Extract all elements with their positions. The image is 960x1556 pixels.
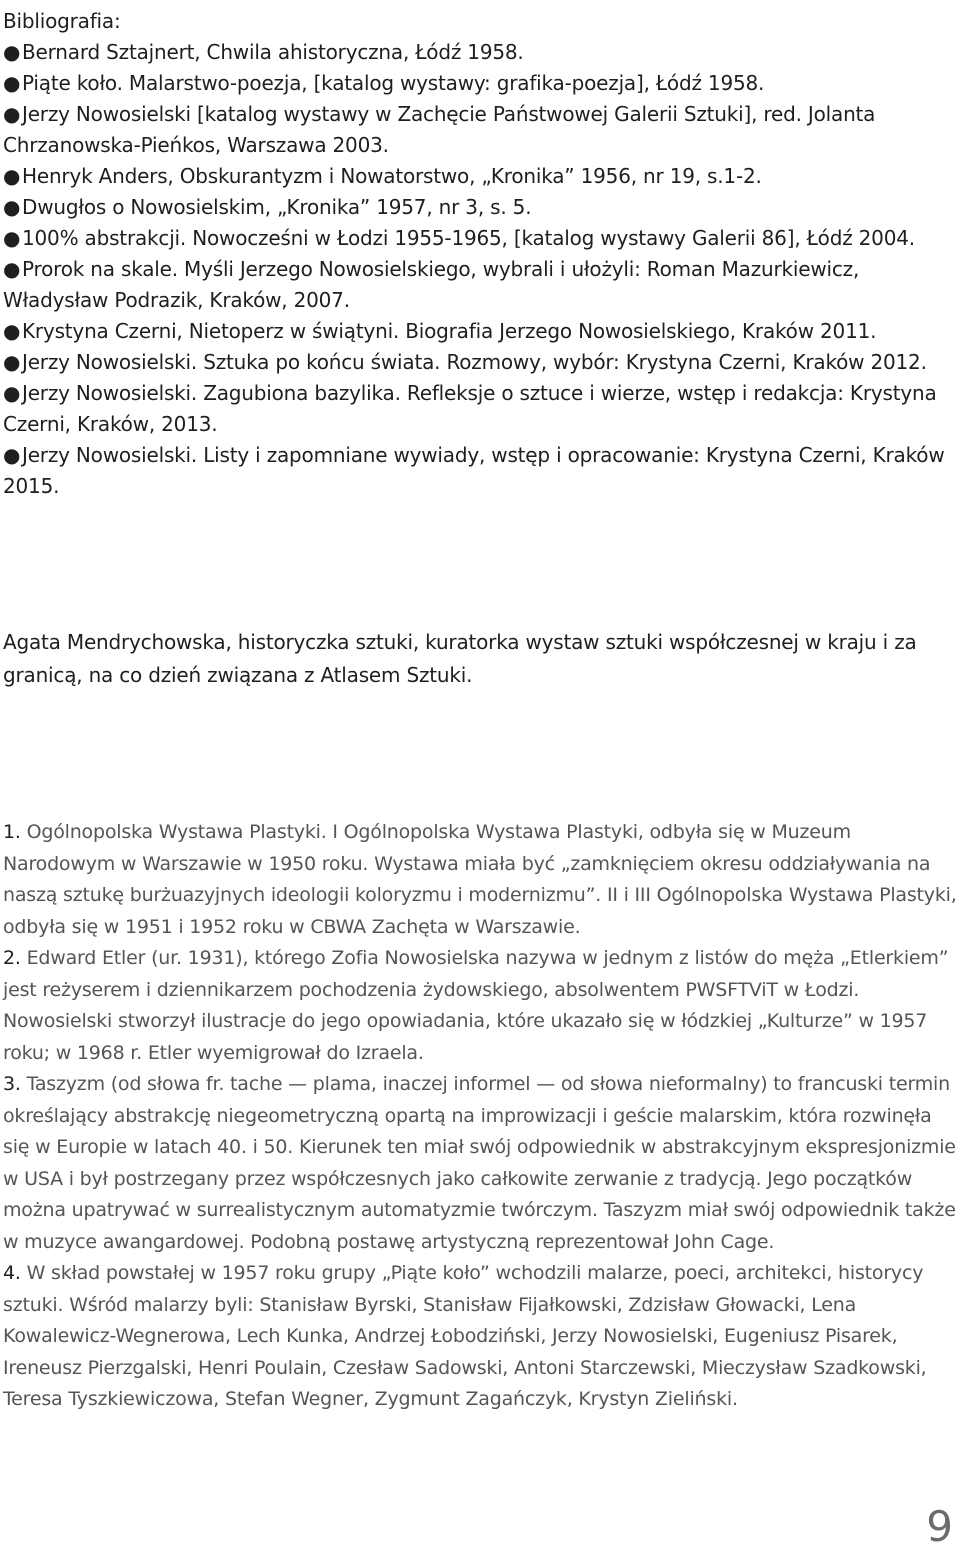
bibliography-item: ●Henryk Anders, Obskurantyzm i Nowatorstwo, „Kronika” 1956, nr 19, s.1-2. [3,161,957,192]
bullet-icon: ● [3,257,21,281]
bullet-icon: ● [3,350,21,374]
bullet-icon: ● [3,40,21,64]
bibliography-item: ●100% abstrakcji. Nowocześni w Łodzi 1955-1965, [katalog wystawy Galerii 86], Łódź 2004. [3,223,957,254]
bullet-icon: ● [3,226,21,250]
bibliography-item: ●Bernard Sztajnert, Chwila ahistoryczna, Łódź 1958. [3,37,957,68]
bullet-icon: ● [3,195,21,219]
bullet-icon: ● [3,164,21,188]
footnote [3,1258,957,1416]
footnotes-section [3,817,957,1416]
footnote-number: 1. [3,821,21,843]
footnote-number: 4. [3,1262,21,1284]
author-note: Agata Mendrychowska, historyczka sztuki, kuratorka wystaw sztuki współczesnej w kraju i za granicą, na co dzień związana z Atlasem Sztuki. [3,630,917,687]
footnote-number: 3. [3,1073,21,1095]
bibliography-item: ●Krystyna Czerni, Nietoperz w świątyni. Biografia Jerzego Nowosielskiego, Kraków 2011. [3,316,957,347]
footnote-text: Taszyzm (od słowa fr. tache — plama, inaczej informel — od słowa nieformalny) to francuski termin określający abstrakcję niegeometryczną opartą na improwizacji i geście malarskim, która rozwinęła się w Europie w latach 40. i 50. Kierunek ten miał swój odpowiednik w abstrakcyjnym ekspresjonizmie w USA i był postrzegany przez współczesnych jako całkowite zerwanie z tradycją. Jego początków można upatrywać w surrealistycznym automatyzmie twórczym. Taszyzm miał swój odpowiednik także w muzyce awangardowej. Podobną postawę artystyczną reprezentował John Cage. [3,1073,956,1253]
footnote-text: Edward Etler (ur. 1931), którego Zofia Nowosielska nazywa w jednym z listów do męża „Etlerkiem” jest reżyserem i dziennikarzem pochodzenia żydowskiego, absolwentem PWSFTViT w Łodzi. Nowosielski stworzył ilustracje do jego opowiadania, które ukazało się w łódzkiej „Kulturze” w 1957 roku; w 1968 r. Etler wyemigrował do Izraela. [3,947,949,1064]
footnote-text: Ogólnopolska Wystawa Plastyki. I Ogólnopolska Wystawa Plastyki, odbyła się w Muzeum Narodowym w Warszawie w 1950 roku. Wystawa miała być „zamknięciem okresu oddziaływania na naszą sztukę burżuazyjnych ideologii koloryzmu i modernizmu”. II i III Ogólnopolska Wystawa Plastyki, odbyła się w 1951 i 1952 roku w CBWA Zachęta w Warszawie. [3,821,957,938]
bullet-icon: ● [3,381,21,405]
footnote-number: 2. [3,947,21,969]
bibliography-item: ●Dwugłos o Nowosielskim, „Kronika” 1957, nr 3, s. 5. [3,192,957,223]
bibliography-item: ●Piąte koło. Malarstwo-poezja, [katalog wystawy: grafika-poezja], Łódź 1958. [3,68,957,99]
bullet-icon: ● [3,102,21,126]
footnote [3,943,957,1069]
bibliography-item: ●Prorok na skale. Myśli Jerzego Nowosielskiego, wybrali i ułożyli: Roman Mazurkiewicz, Władysław Podrazik, Kraków, 2007. [3,254,957,316]
bibliography-item: ●Jerzy Nowosielski. Sztuka po końcu świata. Rozmowy, wybór: Krystyna Czerni, Kraków 2012. [3,347,957,378]
footnote [3,1069,957,1258]
bullet-icon: ● [3,319,21,343]
bullet-icon: ● [3,71,21,95]
page-number: 9 [926,1502,953,1551]
bibliography-item: ●Jerzy Nowosielski. Zagubiona bazylika. Refleksje o sztuce i wierze, wstęp i redakcja: Krystyna Czerni, Kraków, 2013. [3,378,957,440]
footnote-text: W skład powstałej w 1957 roku grupy „Piąte koło” wchodzili malarze, poeci, architekci, historycy sztuki. Wśród malarzy byli: Stanisław Byrski, Stanisław Fijałkowski, Zdzisław Głowacki, Lena Kowalewicz-Wegnerowa, Lech Kunka, Andrzej Łobodziński, Jerzy Nowosielski, Eugeniusz Pisarek, Ireneusz Pierzgalski, Henri Poulain, Czesław Sadowski, Antoni Starczewski, Mieczysław Szadkowski, Teresa Tyszkiewiczowa, Stefan Wegner, Zygmunt Zagańczyk, Krystyn Zieliński. [3,1262,927,1410]
footnote [3,817,957,943]
bibliography-heading: Bibliografia: [3,9,121,33]
bibliography-list [3,37,957,502]
bullet-icon: ● [3,443,21,467]
bibliography-section [3,6,957,502]
bibliography-item: ●Jerzy Nowosielski. Listy i zapomniane wywiady, wstęp i opracowanie: Krystyna Czerni, Kraków 2015. [3,440,957,502]
bibliography-item: ●Jerzy Nowosielski [katalog wystawy w Zachęcie Państwowej Galerii Sztuki], red. Jolanta Chrzanowska-Pieńkos, Warszawa 2003. [3,99,957,161]
